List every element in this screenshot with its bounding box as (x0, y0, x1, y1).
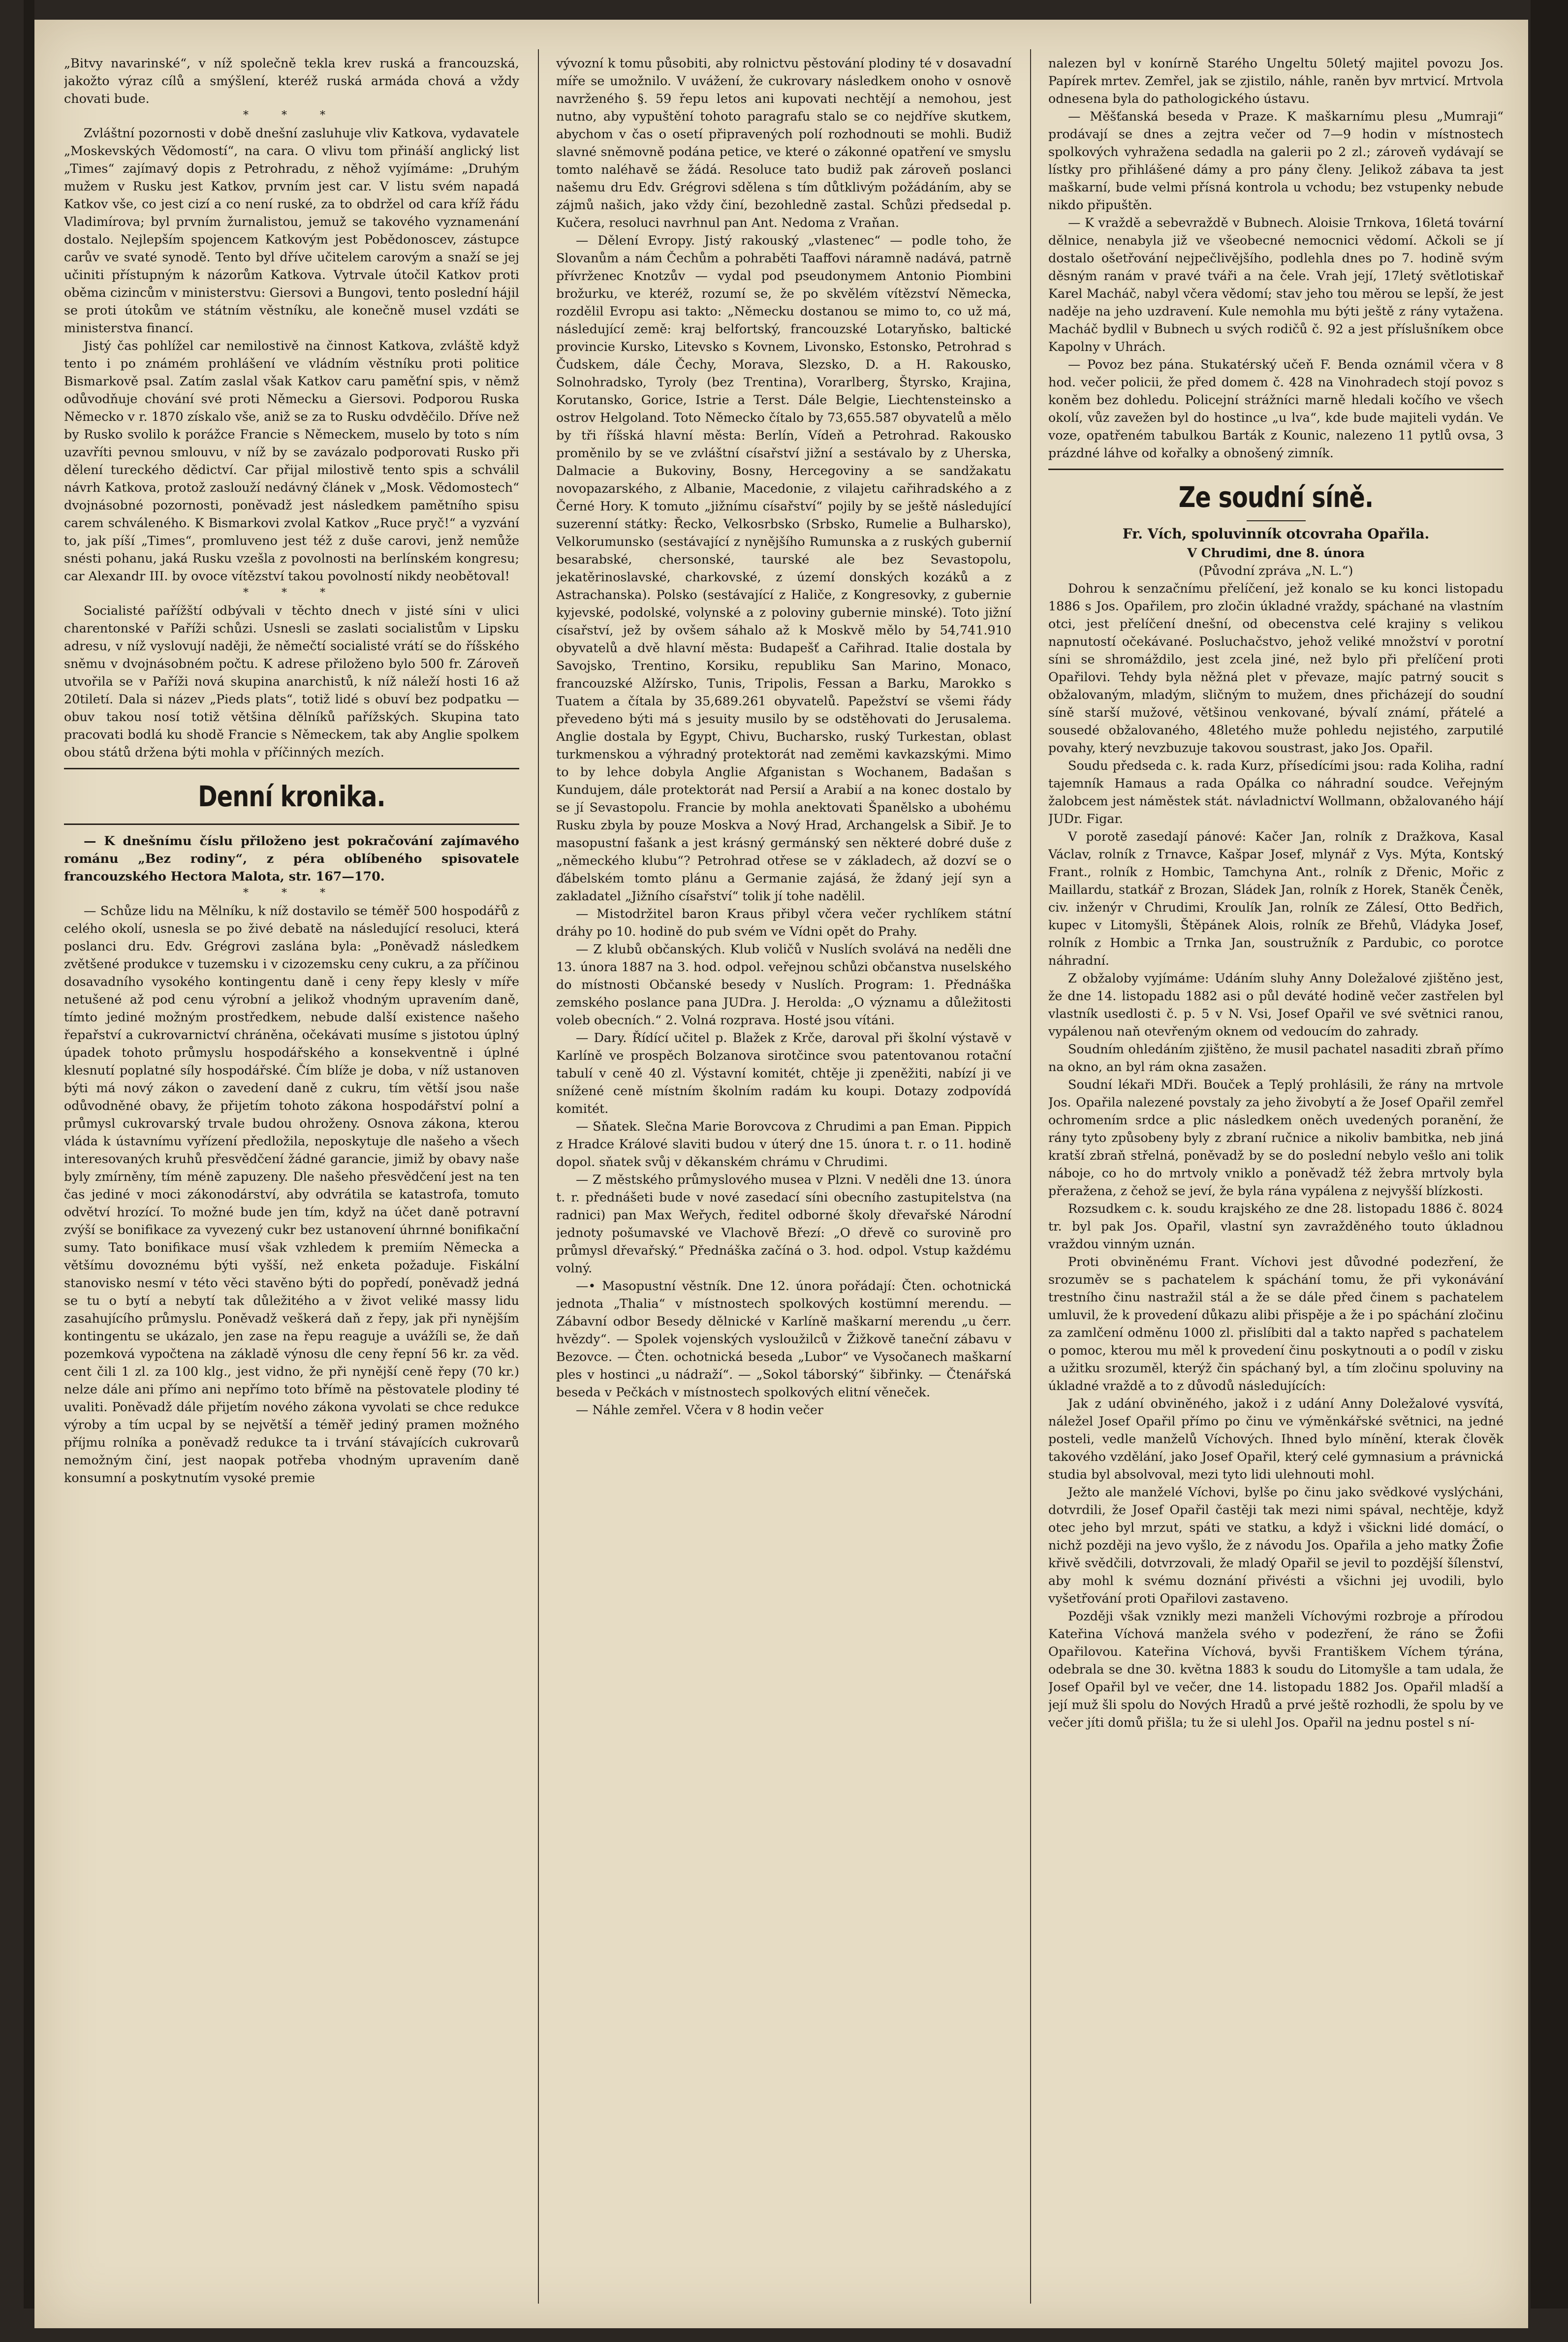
news-item: — K vraždě a sebevraždě v Bubnech. Aloisie Trnkova, 16letá tovární dělnice, nenabyla již ve všeobecné nemocnici vědomí. Ačkoli se jí dostalo ošetřování nejpečlivějšího, podlehla dnes po 7. hodině svým děsným ranám v pravé tváři a na čele. Vrah její, 17letý světlotiskař Karel Macháč, nabyl včera vědomí; stav jeho tou měrou se lepší, že jest naděje na jeho uzdravení. Kule nemohla mu býti ještě z rány vytažena. Macháč bydlil v Bubnech u svých rodičů č. 92 a jest příslušníkem obce Kapolny v Uhrách. (1048, 215, 1504, 354)
article-paragraph: Zvláštní pozornosti v době dnešní zasluhuje vliv Katkova, vydavatele „Moskevských Vědomostí“, na cara. O vlivu tom přináší anglický list „Times“ zajímavý dopis z Petrohradu, z něhož vyjímáme: „Druhým mužem v Rusku jest Katkov, prvním jest car. V listu svém napadá Katkov vše, co jest cizí a co není ruské, za to obdržel od cara kříž řádu Vladimírova; byl prvním žurnalistou, jemuž se takového vyznamenání dostalo. Nejlepším spojencem Katkovým jest Pobědonoscev, zástupce carův ve svaté synodě. Tento byl dříve učitelem carovým a snaží se jej učiniti přístupným k názorům Katkova. Vytrvale útočil Katkov proti oběma cizincům v ministerstvu: Giersovi a Bungovi, tento poslední hájil se proti útokům ve státním věstníku, ale konečně musel vzdáti se ministerstva financí. (64, 126, 519, 335)
article-paragraph: Socialisté pařížští odbývali v těchto dnech v jisté síni v ulici charentonské v Paříži schůzi. Usnesli se zaslati socialistům v Lipsku adresu, v níž vyslovují naději, že němečtí socialisté vrátí se do říšského sněmu v dvojnásobném počtu. K adrese přiloženo bylo 500 fr. Zároveň utvořila se v Paříži nová skupina anarchistů, k níž náleží hosti 16 až 20tiletí. Dala si název „Pieds plats“, totiž lidé s obuví bez podpatku — obuv takou nosí totiž většina dělníků pařížských. Skupina tato pracovati bodlá ku shodě Francie s Německem, tak aby Anglie spolkem obou států držena býti mohla v příčinných mezích. (64, 603, 519, 760)
article-paragraph: Proti obviněnému Frant. Víchovi jest důvodné podezření, že srozuměv se s pachatelem k spáchání tomu, že při vykonávání trestního činu nastražil stál a že se dále před činem s pachatelem umluvil, že k provedení důkazu alibi přispěje a že i po spáchání zločinu za zamlčení odměnu 1000 zl. přislíbiti dal a takto napřed s pachatelem o pomoc, kterou mu měl k provedení činu poskytnouti a o podíl v zisku a užitku srozuměl, kterýž čin spáchaný byl, a tím zločinu spoluviny na úkladné vraždě a to z důvodů následujících: (1048, 1254, 1504, 1393)
section-separator: * * * (243, 887, 340, 899)
supplement-announcement: — K dnešnímu číslu přiloženo jest pokračování zajímavého románu „Bez rodiny“, z péra oblíbeného spisovatele francouzského Hectora Malota, str. 167—170. (64, 833, 519, 884)
section-separator: * * * (243, 587, 340, 599)
article-paragraph: vývozní k tomu působiti, aby rolnictvu pěstování plodiny té v dosavadní míře se umožnilo. V uvážení, že cukrovary následkem onoho v osnově navrženého §. 59 řepu letos ani kupovati nechtějí a nemohou, jest nutno, aby vypuštění tohoto paragrafu stalo se co nejdříve skutkem, abychom v čas o osetí připravených polí rozhodnouti se mohli. Budiž slavné sněmovně podána petice, ve které o zákonné opatření ve smyslu tomto naléhavě se žádá. Resoluce tato budiž pak zároveň poslanci našemu dru Edv. Grégrovi sdělena s tím důtklivým požádáním, aby se zájmů našich, jako vždy činí, bezohledně zastal. Schůzi předsedal p. Kučera, resoluci navrhnul pan Ant. Nedoma z Vraňan. (556, 56, 1011, 230)
news-item: — Náhle zemřel. Včera v 8 hodin večer (576, 1402, 824, 1417)
news-item: — Měšťanská beseda v Praze. K maškarnímu plesu „Mumraji“ prodávají se dnes a zejtra večer od 7—9 hodin v místnostech spolkových vyhražena sedadla na galerii po 2 zl.; zároveň vydávají se lístky pro přihlášené dámy a pro pány členy. Jelikož zábava ta jest maškarní, bude velmi přísná kontrola u vchodu; bez vstupenky nebude nikdo připuštěn. (1048, 109, 1504, 212)
column-1 (64, 54, 519, 2299)
news-item: — Mistodržitel baron Kraus přibyl včera večer rychlíkem státní dráhy po 10. hodině do pub svém ve Vídni opět do Prahy. (556, 906, 1011, 939)
section-separator: * * * (243, 109, 340, 122)
column-rule (1030, 49, 1031, 2304)
article-paragraph: — Schůze lidu na Mělníku, k níž dostavilo se téměř 500 hospodářů z celého okolí, usnesla se po živé debatě na následující resoluci, která poslanci dru. Edv. Grégrovi zaslána byla: „Poněvadž následkem zvětšené produkce v tuzemsku i v cizozemsku ceny cukru, a za příčinou dosavadního vysokého kontingentu daně i ceny řepy klesly v míře netušené až pod cenu výrobní a jelikož vhodným upravením daně, tímto jediné možným prostředkem, nebude další existence našeho řepařství a cukrovarnictví chráněna, očekávati musíme s jistotou úplný úpadek tohoto průmyslu hospodářského a konsekventně i úplné klesnutí poplatné síly hospodářské. Čím blíže je doba, v níž ustanoven býti má nový zákon o zavedení daně z cukru, tím větší jsou naše odůvodněné obavy, že přijetím tohoto zákona hospodářství polní a průmysl cukrovarský trvale budou ohroženy. Osnova zákona, kterou vláda k ústavnímu vyřízení předložila, neposkytuje dle našeho a všech interesovaných kruhů přesvědčení žádné garancie, jimiž by obavy naše byly zmírněny, tím méně zapuzeny. Dle našeho přesvědčení jest na ten čas jediné v moci zákonodárství, aby odvrátila se katastrofa, tomuto odvětví hrozící. To možné bude jen tím, když na účet daně potravní zvýší se bonifikace za vyvezený cukr bez ustanovení úhrnné bonifikační sumy. Tato bonifikace musí však vzhledem k premiím Německa a většímu dovoznému býti vyšší, než enketa požaduje. Fiskální stanovisko nesmí v této věci stavěno býti do popředí, poněvadž jedná se tu o bytí a nebytí tak důležitého a v život veliké massy lidu zasahujícího průmyslu. Poněvadž veškerá daň z řepy, jak při nynějším kontingentu se ukázalo, jen zase na řepu reaguje a uvážíli se, že daň pozemková vypočtena na základě výnosu dle ceny řepní 56 kr. za věd. cent čili 1 zl. za 100 klg., jest vidno, že při nynější ceně řepy (70 kr.) nelze dále ani přímo ani nepřímo toto břímě na pěstovatele plodiny té uvaliti. Poněvadž dále přijetím nového zákona vyvolati se chce redukce výroby a tím ucpal by se největší a téměř jediný pramen možného příjmu rolníka a poněvadž redukce ta i trvání stávajících cukrovarů nemožným činí, jest naopak potřeba vhodným upravením daně konsumní a poskytnutím vysoké premie (64, 903, 519, 1485)
article-paragraph: Soudu předseda c. k. rada Kurz, přísedícími jsou: rada Koliha, radní tajemník Hamaus a rada Opálka co náhradní soudce. Veřejným žalobcem jest náměstek stát. návladnictví Wollmann, obžalovaného hájí JUDr. Figar. (1048, 758, 1504, 826)
news-item: nalezen byl v konírně Starého Ungeltu 50letý majitel povozu Jos. Papírek mrtev. Zemřel, jak se zjistilo, náhle, raněn byv mrtvicí. Mrtvola odnesena byla do pathologického ústavu. (1048, 56, 1504, 106)
section-heading-denni-kronika: Denní kronika. (198, 780, 385, 813)
column-rule (538, 49, 539, 2304)
article-paragraph: Jistý čas pohlížel car nemilostivě na činnost Katkova, zvláště když tento i po známém prohlášení ve vládním věstníku proti politice Bismarkově psal. Zatím zaslal však Katkov caru paměťní spis, v němž odůvodňuje chování své proti Německu a Giersovi. Podporou Ruska Německo v r. 1870 získalo vše, aniž se za to Rusku odvděčilo. Dříve než by Rusko svolilo k porážce Francie s Německem, muselo by toto s ním uzavříti pevnou smlouvu, v níž by se zavázalo podporovati Rusko při dělení tureckého dědictví. Car přijal milostivě tento spis a schválil návrh Katkova, protož zaslouží nedávný článek v „Mosk. Vědomostech“ dvojnásobné pozornosti, poněvadž jest následkem pamětního spisu carem schváleného. K Bismarkovi zvolal Katkov „Ruce pryč!“ a vyzvání to, jak píší „Times“, promluveno jest též z duše carovi, jenž nemůže snésti pohanu, jaká Rusku vzešla z povolnosti na berlínském kongresu; car Alexandr III. by ovoce vítězství takou povolností nikdy neobětoval! (64, 338, 519, 583)
news-item: —• Masopustní věstník. Dne 12. února pořádají: Čten. ochotnická jednota „Thalia“ v místnostech spolkových kostümní merendu. — Zábavní odbor Besedy dělnické v Karlíně maškarní merendu „u čerr. hvězdy“. — Spolek vojenských vysloužilců v Žižkově taneční zábavu v Bezovce. — Čten. ochotnická beseda „Lubor“ ve Vysočanech maškarní ples v hostinci „u nádraží“. — „Sokol táborský“ šibřinky. — Čtenářská beseda v Pečkách v místnostech spolkových elitní věneček. (556, 1278, 1011, 1399)
article-paragraph: Později však vznikly mezi manželi Víchovými rozbroje a přírodou Kateřina Víchová manžela svého v podezření, že ráno se Žofii Opařilovou. Kateřina Víchová, byvši Františkem Víchem týrána, odebrala se dne 30. května 1883 k soudu do Litomyšle a tam udala, že Josef Opařil byl ve večer, dne 14. listopadu 1882 Jos. Opařil mladší a její muž šli spolu do Nových Hradů a prvé ještě rozhodli, že spolu by ve večer jíti domů přišla; tu že si ulehl Jos. Opařil na jednu postel s ní- (1048, 1609, 1504, 1730)
article-paragraph: Rozsudkem c. k. soudu krajského ze dne 28. listopadu 1886 č. 8024 tr. byl pak Jos. Opařil, vlastní syn zavražděného touto úkladnou vraždou vinným uznán. (1048, 1201, 1504, 1251)
column-3 (1048, 54, 1504, 2299)
divider (64, 768, 519, 769)
dateline: V Chrudimi, dne 8. února (1187, 545, 1365, 560)
section-heading-ze-soudni-sine: Ze soudní síně. (1178, 480, 1374, 514)
article-paragraph: Jak z udání obviněného, jakož i z udání Anny Doležalové vysvítá, náležel Josef Opařil přímo po činu ve výměnkářské světnici, na jedné posteli, vedle manželů Víchových. Ihned bylo mínění, kterak člověk takového vzdělání, jako Josef Opařil, který celé gymnasium a právnická studia byl absolvoval, mezi tyto lidi ulehnouti mohl. (1048, 1396, 1504, 1482)
divider (64, 823, 519, 825)
article-paragraph: Ježto ale manželé Víchovi, bylše po činu jako svědkové vyslýcháni, dotvrdili, že Josef Opařil častěji tak mezi nimi spával, nechtěje, když otec jeho byl mrzut, spáti ve statku, a když i všickni lidé domácí, o nichž později na jevo vyšlo, že z návodu Jos. Opařila a jeho matky Žofie křivě svědčili, dotvrzovali, že mladý Opařil se jevil to pozdější šílenství, aby mohl k svému doznání přivésti a všichni jej uvodili, bylo vyšetřování proti Opařilovi zastaveno. (1048, 1485, 1504, 1606)
article-paragraph: Soudním ohledáním zjištěno, že musil pachatel nasaditi zbraň přímo na okno, an byl rám okna zasažen. (1048, 1042, 1504, 1074)
news-item: — Dary. Řídící učitel p. Blažek z Krče, daroval při školní výstavě v Karlíně ve prospěch Bolzanova sirotčince svou patentovanou rotační tabulí v ceně 40 zl. Výstavní komitét, chtěje ji zpeněžiti, nabízí ji ve snížené ceně místním školním radám ku koupi. Dotazy zodpovídá komitét. (556, 1030, 1011, 1116)
source-note: (Původní zpráva „N. L.“) (1198, 563, 1353, 578)
newspaper-page (34, 20, 1528, 2328)
news-item: — Z klubů občanských. Klub voličů v Nuslích svolává na neděli dne 13. února 1887 na 3. hod. odpol. veřejnou schůzi občanstva nuselského do místnosti Občanské besedy v Nuslích. Program: 1. Přednáška zemského poslance pana JUDra. J. Herolda: „O významu a důležitosti voleb obecních.“ 2. Volná rozprava. Hosté jsou vítáni. (556, 942, 1011, 1027)
article-paragraph: Z obžaloby vyjímáme: Udáním sluhy Anny Doležalové zjištěno jest, že dne 14. listopadu 1882 asi o půl deváté hodině večer zastřelen byl vlastník usedlosti č. p. 5 v N. Vsi, Josef Opařil ve své světnici ranou, vypálenou naň otevřeným oknem od vedoucím do zahrady. (1048, 971, 1504, 1039)
news-item: — Dělení Evropy. Jistý rakouský „vlastenec“ — podle toho, že Slovanům a nám Čechům a pohraběti Taaffovi náramně nadává, patrně přívrženec Knotzův — vydal pod pseudonymem Antonio Piombini brožurku, ve kteréž, rozumí se, že po skvělém vítězství Německa, rozdělil Evropu asi takto: „Německu dostanou se mimo to, co už má, následující země: kraj belfortský, francouzské Lotaryňsko, baltické provincie Kursko, Litevsko s Kovnem, Livonsko, Estonsko, Petrohrad s Čudskem, dále Čechy, Morava, Slezsko, D. a H. Rakousko, Solnohradsko, Tyroly (bez Trentina), Vorarlberg, Štyrsko, Krajina, Korutansko, Gorice, Istrie a Terst. Dále Belgie, Liechtensteinsko a ostrov Helgoland. Toto Německo čítalo by 73,655.587 obyvatelů a mělo by tři říšská hlavní města: Berlín, Vídeň a Petrohrad. Rakousko proměnilo by se ve zvláštní císařství jižní a sestávalo by z Uherska, Dalmacie a Bukoviny, Bosny, Hercegoviny a se sandžakatu novopazarského, z Albanie, Macedonie, z vilajetu cařihradského a z Černé Hory. K tomuto „jižnímu císařství“ pojily by se ještě následující suzerenní státky: Řecko, Velkosrbsko (Srbsko, Rumelie a Bulharsko), Velkorumunsko (sestávající z nynějšího Rumunska a z ruských gubernií besarabské, chersonské, taurské ale bez Sevastopolu, jekatěrinoslavské, charkovské, z území donských kozáků a z Astrachanska). Polsko (sestávající z Haliče, z Kongresovky, z gubernie kyjevské, podolské, volynské a z poloviny gubernie minské). Toto jižní císařství, jež by ovšem sáhalo až k Moskvě mělo by 54,741.910 obyvatelů a dvě hlavní města: Budapešť a Cařihrad. Italie dostala by Savojsko, Trentino, Korsiku, republiku San Marino, Monaco, francouzské Alžírsko, Tunis, Tripolis, Fessan a Barku, Marokko s Tuatem a čítala by 35,689.261 obyvatelů. Papežství se všemi řády převedeno býti má s jesuity musilo by se odstěhovati do Jerusalema. Anglie dostala by Egypt, Chivu, Bucharsko, ruský Turkestan, oblast turkmenskou a výhradný protektorát nad zeměmi kavkazskými. Mimo to by lehce dobyla Anglie Afganistan s Wochanem, Badašan s Kundujem, dále protektorát nad Persií a Arabií a na konec dostalo by se jí Sevastopolu. Francie by mohla anektovati Španělsko a ubohému Rusku zbyla by pouze Moskva a Nový Hrad, Archangelsk a Sibiř. Je to masopustní fašank a jest krásný germánský sen některé dobré duše z „německého klubu“? Petrohrad otřese se v základech, až dozví se o ďábelském tomto plánu a Germanie zajásá, že ždaný její syn a zakladatel „Jižního císařství“ tolik jí tohe nadělil. (556, 233, 1011, 903)
divider (1247, 520, 1306, 521)
article-paragraph: Soudní lékaři MDři. Bouček a Teplý prohlásili, že rány na mrtvole Jos. Opařila nalezené povstaly za jeho živobytí a že Josef Opařil zemřel ochromením srdce a plic následkem oněch uvedených poranění, že rány tyto způsobeny byly z zbraní ručnice a nikoliv bambitka, neb jiná kratší zbraň střelná, poněvadž by se do poslední nebylo vešlo ani tolik náboje, co ho do mrtvoly vniklo a poněvadž též žebra mrtvoly byla přeražena, z čehož se jeví, že byla rána vypálena z nejvyšší blízkosti. (1048, 1077, 1504, 1198)
article-paragraph: „Bitvy navarinské“, v níž společně tekla krev ruská a francouzská, jakožto výraz cílů a smýšlení, kteréž ruská armáda chová a vždy chovati bude. (64, 56, 519, 106)
news-item: — Sňatek. Slečna Marie Borovcova z Chrudimi a pan Eman. Pippich z Hradce Králové slaviti budou v úterý dne 15. února t. r. o 11. hodině dopol. sňatek svůj v děkanském chrámu v Chrudimi. (556, 1119, 1011, 1169)
news-item: — Povoz bez pána. Stukatérský učeň F. Benda oznámil včera v 8 hod. večer policii, že před domem č. 428 na Vinohradech stojí povoz s koněm bez dohledu. Policejní strážníci marně hledali kočího ve všech okolí, vůz zavežen byl do hostince „u lva“, kde bude majiteli vydán. Ve voze, opatřeném tabulkou Barták z Kounic, nalezeno 11 pytlů ovsa, 3 prázdné láhve od kořalky a obnošený zimník. (1048, 357, 1504, 460)
article-paragraph: V porotě zasedají pánové: Kačer Jan, rolník z Dražkova, Kasal Václav, rolník z Trnavce, Kašpar Josef, mlynář z Vys. Mýta, Kontský Frant., rolník z Hombic, Tamchyna Ant., rolník z Dřenic, Mořic z Maillardu, statkář z Brozan, Sládek Jan, rolník z Horek, Staněk Čeněk, civ. inženýr v Chrudimi, Kroulík Jan, rolník ze Zálesí, Otto Bedřich, kupec v Litomyšli, Štěpánek Alois, rolník ze Břehů, Vládyka Josef, rolník z Hombic a Trnka Jan, soustružník z Pardubic, co porotce náhradní. (1048, 829, 1504, 968)
column-2 (556, 54, 1011, 2299)
news-item: — Z městského průmyslového musea v Plzni. V neděli dne 13. února t. r. přednášeti bude v nové zasedací síni obecního zastupitelstva (na radnici) pan Max Weřych, ředitel odborné školy dřevařské Národní jednoty pošumavské ve Vlachově Březí: „O dřevě co surovině pro průmysl dřevařský.“ Přednáška začíná o 3. hod. odpol. Vstup každému volný. (556, 1172, 1011, 1275)
article-paragraph: Dohrou k senzačnímu přelíčení, jež konalo se ku konci listopadu 1886 s Jos. Opařilem, pro zločin úkladné vraždy, spáchané na vlastním otci, jest přelíčení dnešní, od obecenstva celé krajiny s velikou napnutostí očekávané. Posluchačstvo, jehož veliké množství v porotní síni se shromáždilo, jest zcela jiné, než bylo při přelíčení proti Opařilovi. Tehdy byla něžná plet v převaze, majíc patrný soucit s obžalovaným, mladým, sličným to mužem, dnes přicházejí do soudní síně starší mužové, většinou venkované, bývalí známí, přátelé a sousedé obžalovaného, 48letého muže pohledu nejistého, zarputilé povahy, který nevzbuzuje takovou soustrast, jako Jos. Opařil. (1048, 581, 1504, 755)
article-subheading: Fr. Vích, spoluvinník otcovraha Opařila. (1122, 526, 1430, 542)
left-binding-edge (24, 0, 34, 2309)
right-scan-edge (1531, 0, 1568, 2309)
divider (1048, 469, 1504, 470)
